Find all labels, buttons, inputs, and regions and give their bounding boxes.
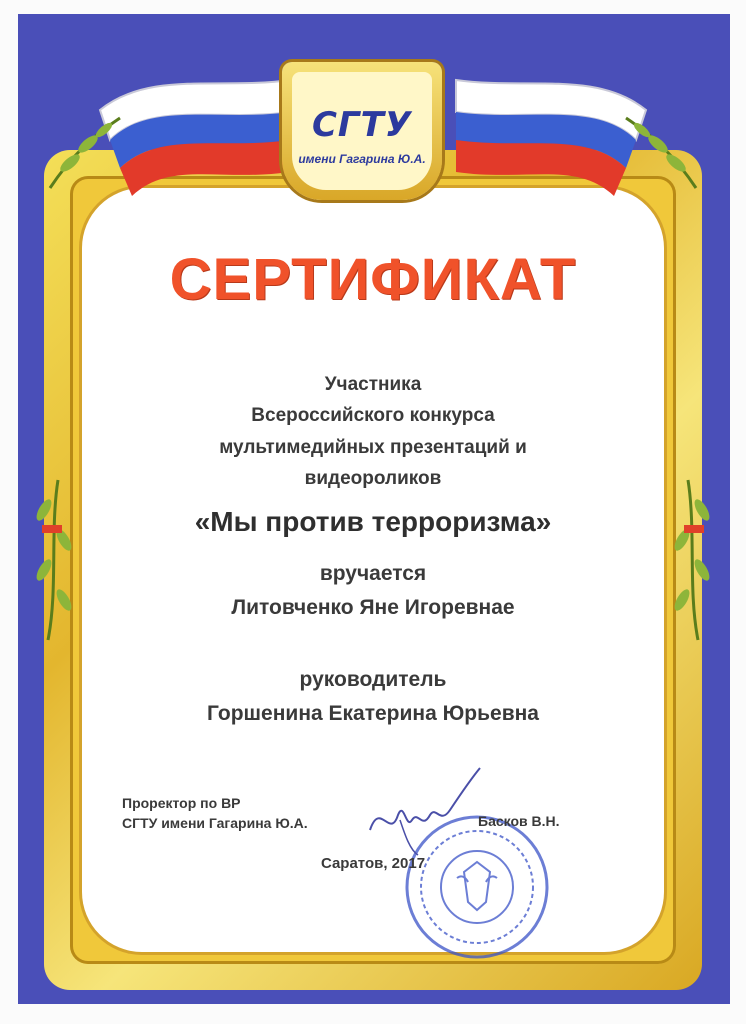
- laurel-left-side-icon: [28, 470, 78, 650]
- signatory-position-line2: СГТУ имени Гагарина Ю.А.: [122, 815, 308, 831]
- contest-description-line1: Всероссийского конкурса: [251, 405, 495, 426]
- signatory-name: Басков В.Н.: [478, 813, 560, 829]
- contest-description-line3: видеороликов: [304, 468, 442, 489]
- handwritten-signature-icon: [360, 760, 500, 860]
- contest-name: «Мы против терроризма»: [194, 506, 552, 537]
- university-logo-subtitle: имени Гагарина Ю.А.: [298, 152, 426, 166]
- laurel-left-top-icon: [40, 108, 130, 198]
- supervisor-label: руководитель: [299, 668, 447, 691]
- signatory-position-line1: Проректор по ВР: [122, 795, 241, 811]
- certificate-title: СЕРТИФИКАТ: [169, 247, 577, 312]
- laurel-right-top-icon: [616, 108, 706, 198]
- city-year: Саратов, 2017: [320, 855, 426, 872]
- signatory-position: [122, 793, 308, 833]
- contest-description-line2: мультимедийных презентаций и: [219, 437, 527, 458]
- awarded-label: вручается: [319, 562, 427, 585]
- participant-line: Участника: [324, 374, 422, 395]
- recipient-name: Литовченко Яне Игоревнае: [231, 596, 515, 619]
- supervisor-name: Горшенина Екатерина Юрьевна: [207, 702, 539, 725]
- laurel-right-side-icon: [668, 470, 718, 650]
- university-logo: СГТУ: [311, 105, 413, 145]
